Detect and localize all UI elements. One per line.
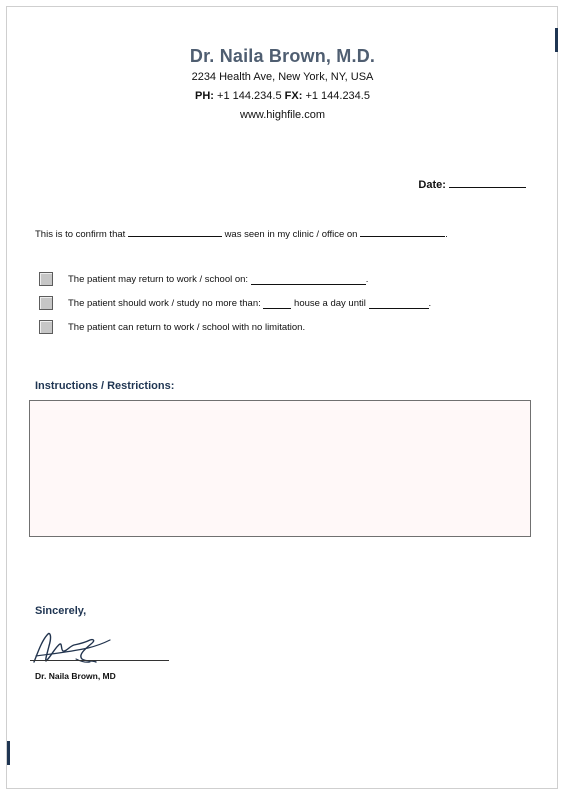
confirmation-text-end: . bbox=[445, 229, 448, 240]
closing-salutation: Sincerely, bbox=[35, 605, 87, 617]
date-field[interactable] bbox=[449, 177, 526, 188]
doctor-name: Dr. Naila Brown, M.D. bbox=[189, 46, 376, 66]
confirmation-sentence bbox=[35, 226, 448, 240]
check-end: . bbox=[365, 273, 369, 285]
signature-line bbox=[30, 660, 169, 661]
until-date-field[interactable] bbox=[369, 298, 429, 309]
website-link[interactable]: www.highfile.com bbox=[240, 109, 325, 121]
check-label-continued: house a day until bbox=[294, 297, 366, 309]
hours-field[interactable] bbox=[263, 298, 291, 309]
confirmation-text-start: This is to confirm that bbox=[35, 229, 126, 240]
check-label: The patient can return to work / school with no limitation. bbox=[68, 321, 306, 333]
confirmation-text-middle: was seen in my clinic / office on bbox=[224, 229, 358, 240]
instructions-textbox[interactable] bbox=[29, 400, 531, 537]
fax-label: FX: bbox=[284, 90, 303, 102]
check-row-limited-hours bbox=[39, 296, 431, 310]
check-end: . bbox=[428, 297, 432, 309]
check-label: The patient should work / study no more than: bbox=[68, 297, 261, 309]
check-row-no-limitation bbox=[39, 320, 305, 334]
return-date-checkbox[interactable] bbox=[39, 272, 53, 286]
check-label: The patient may return to work / school on: bbox=[68, 273, 249, 285]
contact-numbers bbox=[0, 90, 565, 102]
check-row-return-on-date bbox=[39, 272, 368, 286]
limited-hours-checkbox[interactable] bbox=[39, 296, 53, 310]
handwritten-signature bbox=[30, 628, 125, 670]
phone-label: PH: bbox=[195, 90, 214, 102]
date-row bbox=[418, 177, 526, 191]
visit-date-field[interactable] bbox=[360, 226, 445, 237]
signer-name: Dr. Naila Brown, MD bbox=[35, 671, 116, 681]
clinic-address: 2234 Health Ave, New York, NY, USA bbox=[191, 71, 374, 83]
return-date-field[interactable] bbox=[251, 274, 366, 285]
date-label: Date: bbox=[418, 179, 446, 191]
patient-name-field[interactable] bbox=[128, 226, 222, 237]
phone-number: +1 144.234.5 bbox=[217, 90, 282, 102]
fax-number: +1 144.234.5 bbox=[305, 90, 370, 102]
page-edge-mark-bottom bbox=[7, 741, 10, 765]
instructions-title: Instructions / Restrictions: bbox=[35, 380, 175, 392]
no-limitation-checkbox[interactable] bbox=[39, 320, 53, 334]
